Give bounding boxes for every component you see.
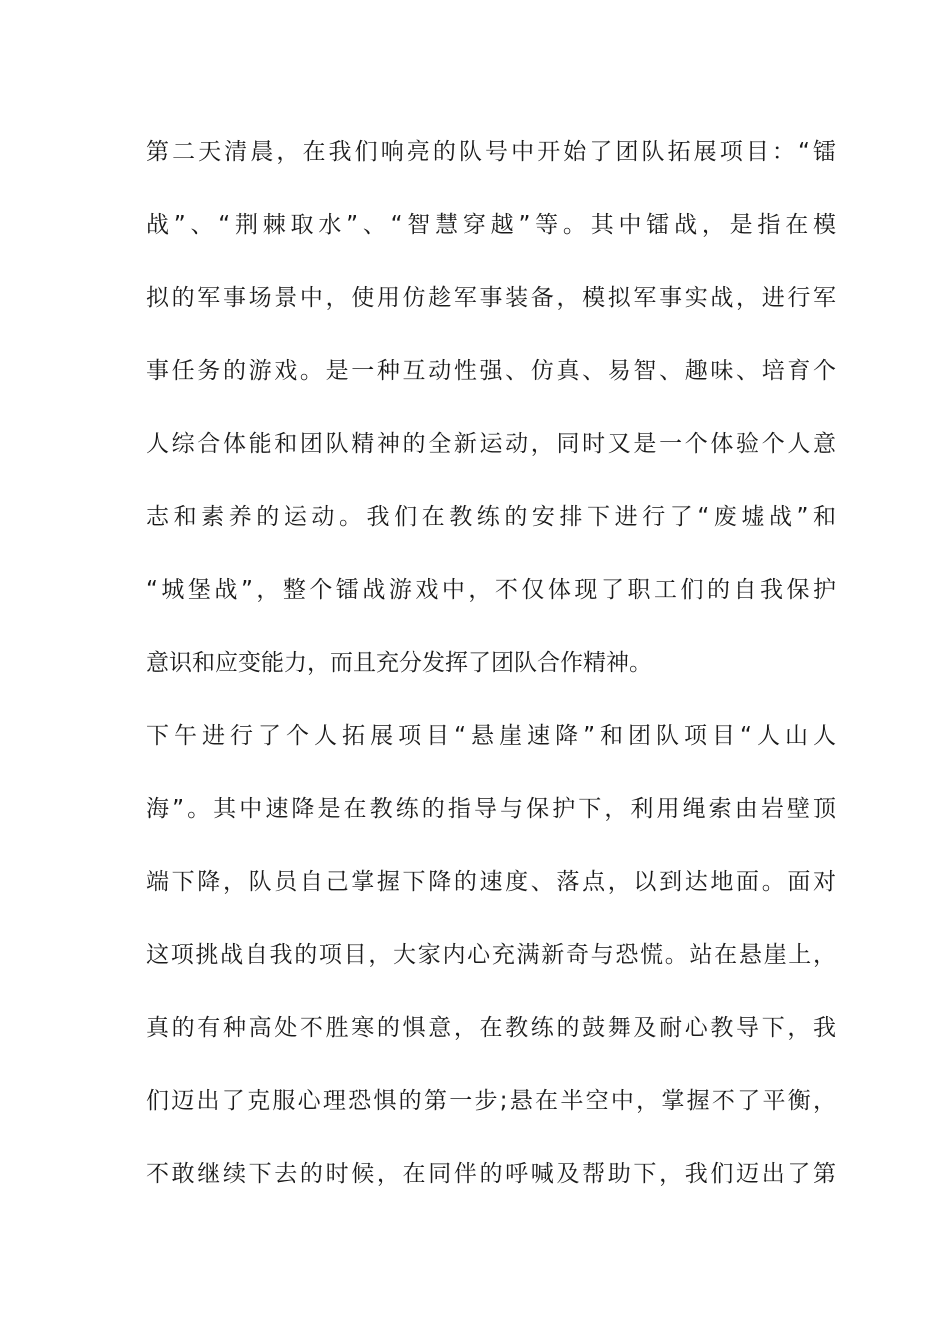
paragraph-1-line-8: 意识和应变能力，而且充分发挥了团队合作精神。 [146, 650, 652, 676]
paragraph-1-line-3: 拟的军事场景中，使用仿趁军事装备，模拟军事实战，进行军 [146, 285, 836, 311]
paragraph-2-line-7: 不敢继续下去的时候，在同伴的呼喊及帮助下，我们迈出了第 [146, 1161, 836, 1187]
paragraph-2-line-4: 这项挑战自我的项目，大家内心充满新奇与恐慌。站在悬崖上， [146, 942, 836, 968]
paragraph-2-line-5: 真的有种高处不胜寒的惧意，在教练的鼓舞及耐心教导下，我 [146, 1015, 836, 1041]
paragraph-1-line-5: 人综合体能和团队精神的全新运动，同时又是一个体验个人意 [146, 431, 836, 457]
paragraph-1-line-6: 志和素养的运动。我们在教练的安排下进行了“废墟战”和 [146, 504, 836, 530]
paragraph-2-line-6: 们迈出了克服心理恐惧的第一步;悬在半空中，掌握不了平衡， [146, 1088, 836, 1114]
paragraph-2-line-3: 端下降，队员自己掌握下降的速度、落点，以到达地面。面对 [146, 869, 836, 895]
paragraph-2-line-1: 下午进行了个人拓展项目“悬崖速降”和团队项目“人山人 [146, 723, 836, 749]
paragraph-1-line-7: “城堡战”，整个镭战游戏中，不仅体现了职工们的自我保护 [146, 577, 836, 603]
paragraph-2-line-2: 海”。其中速降是在教练的指导与保护下，利用绳索由岩壁顶 [146, 796, 836, 822]
paragraph-1-line-2: 战”、“荆棘取水”、“智慧穿越”等。其中镭战，是指在模 [146, 212, 836, 238]
paragraph-1-line-1: 第二天清晨，在我们响亮的队号中开始了团队拓展项目：“镭 [146, 139, 836, 165]
paragraph-1-line-4: 事任务的游戏。是一种互动性强、仿真、易智、趣味、培育个 [146, 358, 836, 384]
